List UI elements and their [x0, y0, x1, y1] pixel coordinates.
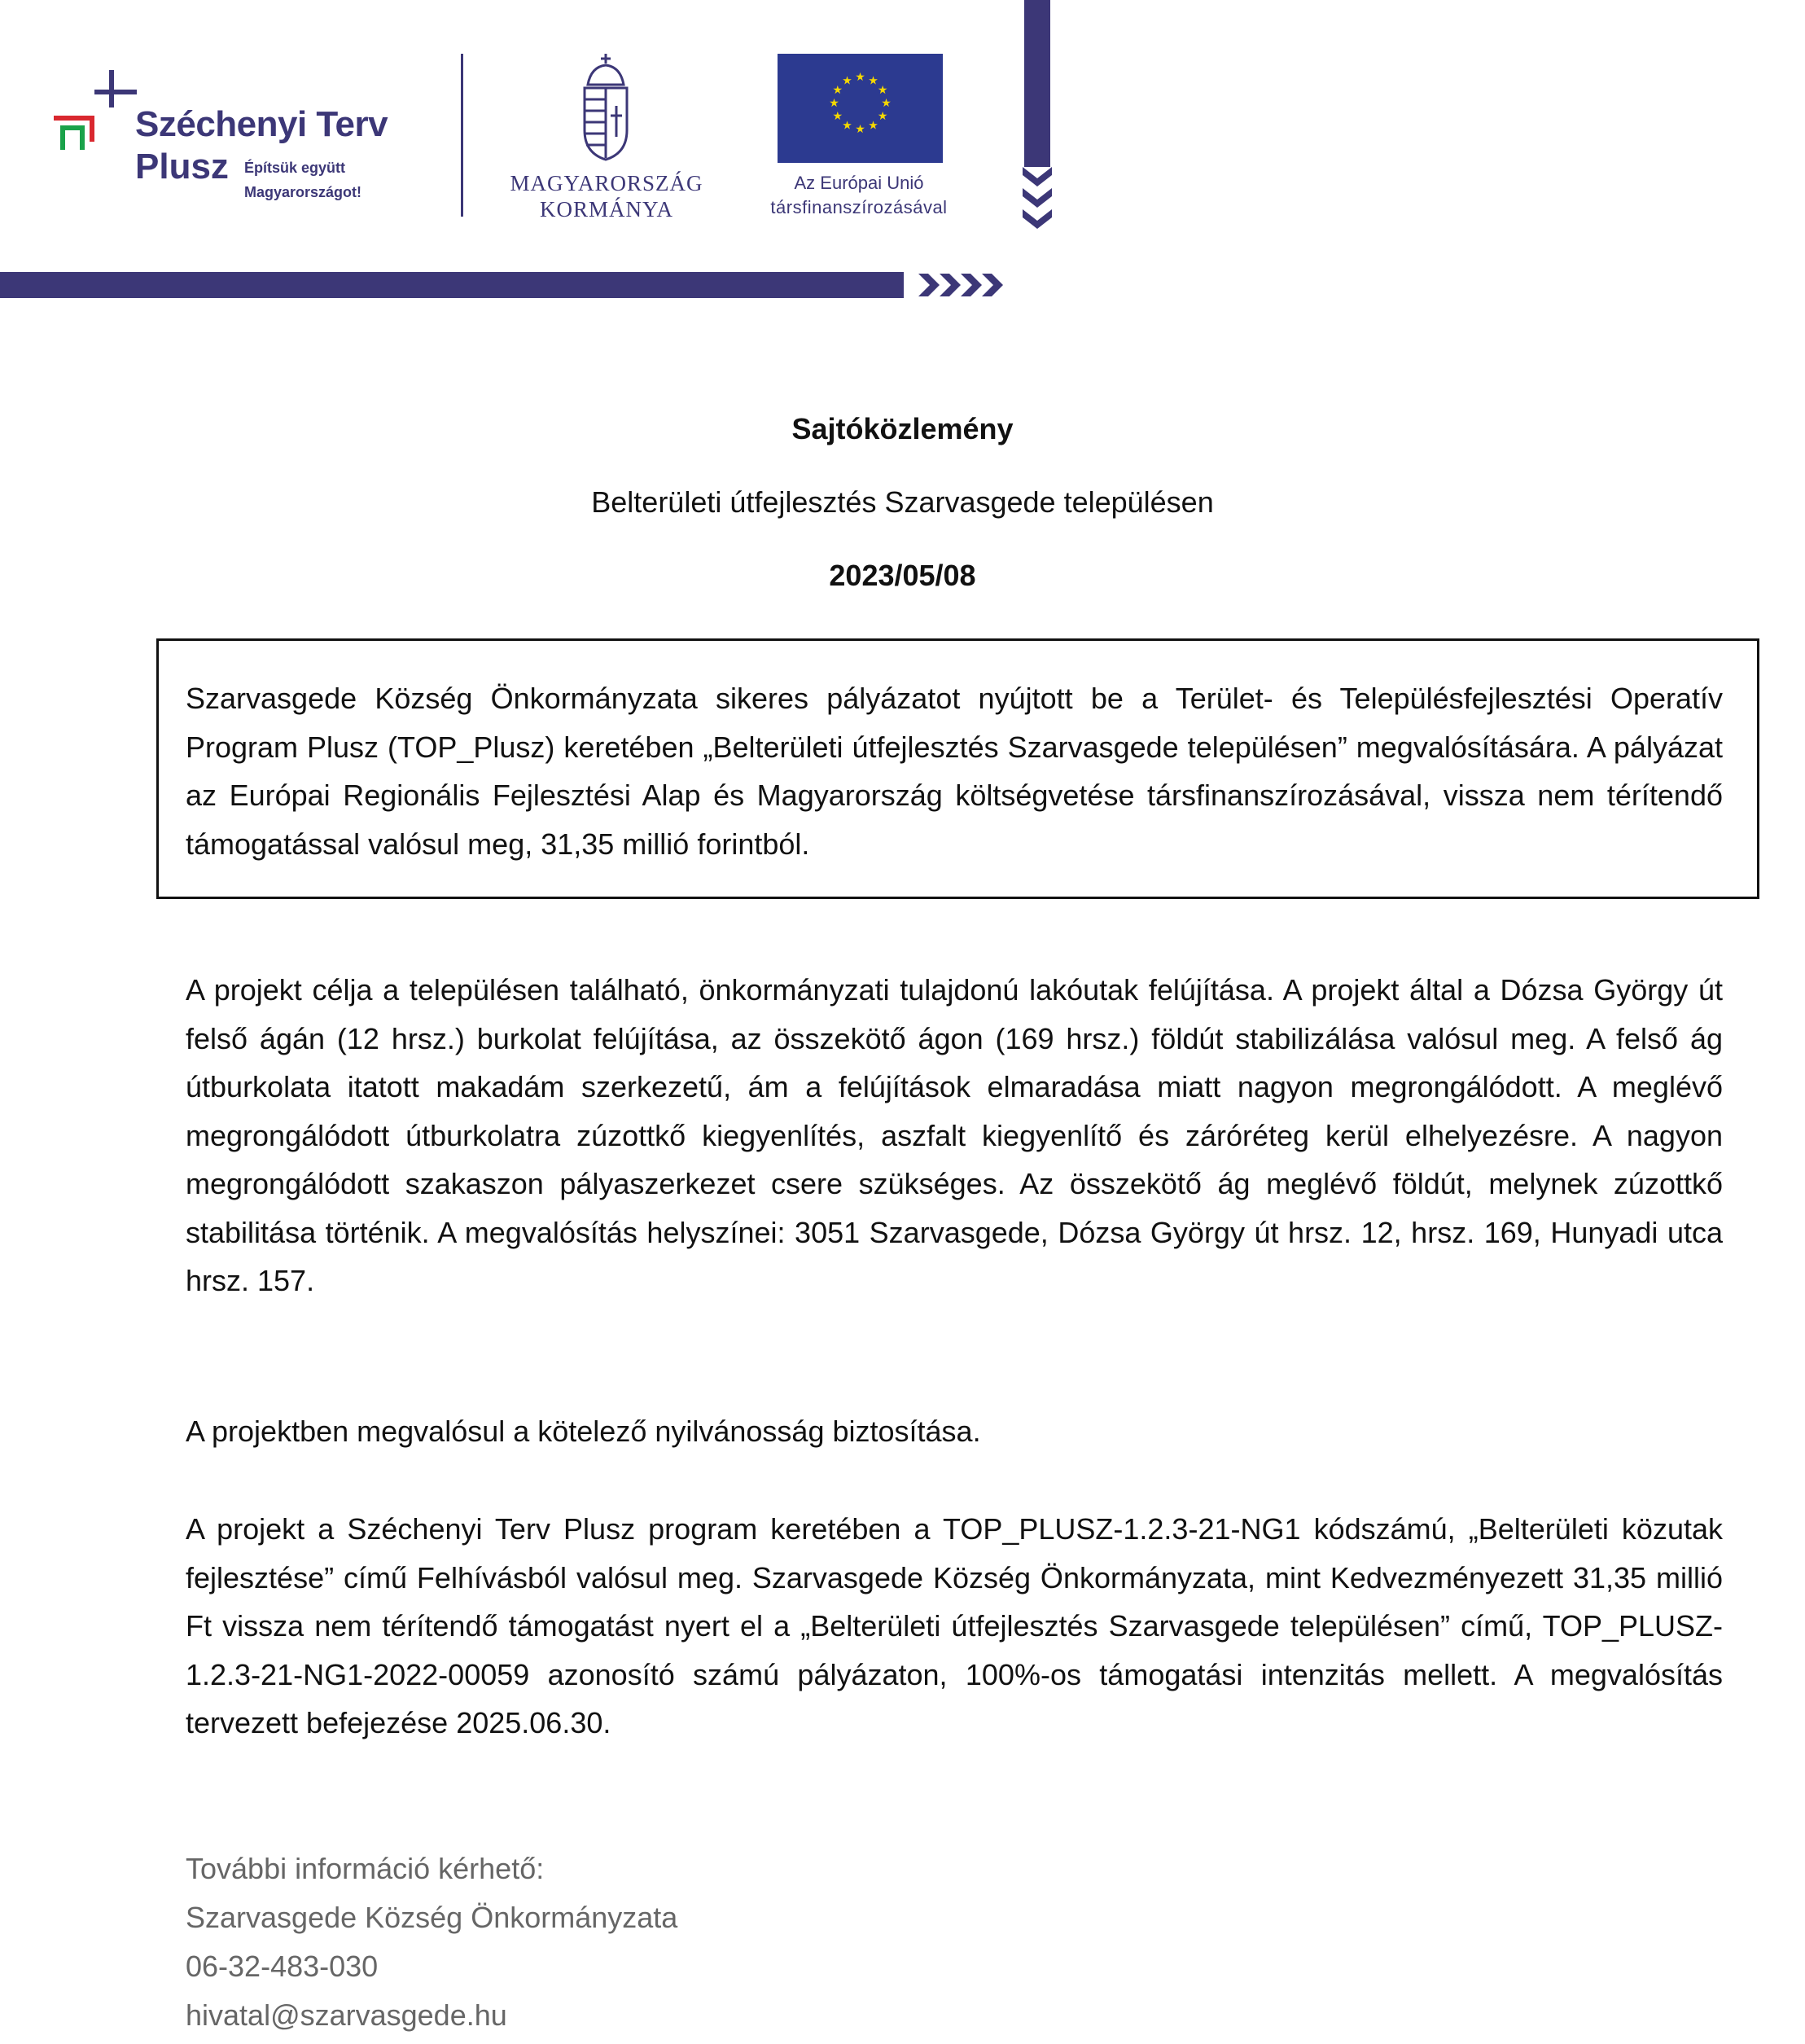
program-logo-tagline: Építsük együtt: [244, 160, 346, 176]
logo-divider: [461, 54, 463, 217]
contact-email: hivatal@szarvasgede.hu: [186, 1998, 507, 2032]
chevron-down-icon: [1019, 167, 1055, 248]
header-banner: [0, 0, 1050, 301]
contact-phone: 06-32-483-030: [186, 1950, 379, 1983]
svg-text:★: ★: [855, 71, 865, 84]
szechenyi-terv-logo-icon: [52, 65, 142, 155]
document-date: 2023/05/08: [829, 559, 976, 592]
svg-text:★: ★: [868, 119, 878, 133]
publicity-paragraph: A projektben megvalósul a kötelező nyilvánosság biztosítása.: [186, 1415, 981, 1448]
header-side-bar: [1024, 0, 1050, 167]
contact-organization: Szarvasgede Község Önkormányzata: [186, 1901, 678, 1934]
document-type-heading: Sajtóközlemény: [791, 412, 1014, 445]
svg-text:★: ★: [881, 97, 892, 110]
eu-logo-line2: társfinanszírozásával: [770, 197, 948, 217]
header-bottom-bar: [0, 272, 904, 298]
chevron-right-icon: [918, 269, 1008, 301]
svg-text:★: ★: [842, 74, 852, 88]
government-logo-line1: MAGYARORSZÁG: [510, 171, 703, 195]
svg-text:★: ★: [842, 119, 852, 133]
hungarian-coat-of-arms-icon: [576, 52, 635, 163]
program-logo-plusz: Plusz: [135, 147, 229, 186]
program-details-paragraph: A projekt a Széchenyi Terv Plusz program keretében a TOP_PLUSZ-1.2.3-21-NG1 kódszámú, „Belterületi közutak fejlesztése” című Felhívásból valósul meg. Szarvasgede Község Önkormányzata, mint Kedvezményezett 31,35 millió Ft vissza nem térítendő támogatást nyert el a „Belterületi útfejlesztés Szarvasgede településen” című, TOP_PLUSZ-1.2.3-21-NG1-2022-00059 azonosító számú pályázaton, 100%-os támogatási intenzitás mellett. A megvalósítás tervezett befejezése 2025.06.30.: [186, 1512, 1723, 1739]
contact-label: További információ kérhető:: [186, 1852, 545, 1885]
svg-text:★: ★: [855, 123, 865, 136]
svg-text:★: ★: [829, 97, 839, 110]
program-logo-tagline-2: Magyarországot!: [244, 184, 362, 200]
svg-text:★: ★: [832, 110, 843, 123]
program-logo-name: Széchenyi Terv: [135, 104, 388, 144]
eu-flag-icon: [778, 54, 943, 163]
eu-logo-line1: Az Európai Unió: [794, 173, 924, 193]
svg-text:★: ★: [877, 84, 888, 97]
svg-text:★: ★: [877, 110, 888, 123]
svg-text:★: ★: [832, 84, 843, 97]
government-logo-line2: KORMÁNYA: [539, 197, 673, 222]
svg-text:★: ★: [868, 74, 878, 88]
summary-paragraph: Szarvasgede Község Önkormányzata sikeres pályázatot nyújtott be a Terület- és Településfejlesztési Operatív Program Plusz (TOP_Plusz) keretében „Belterületi útfejlesztés Szarvasgede településen” megvalósítására. A pályázat az Európai Regionális Fejlesztési Alap és Magyarország költségvetése társfinanszírozásával, vissza nem térítendő támogatással valósul meg, 31,35 millió forintból.: [186, 682, 1723, 861]
document-title: Belterületi útfejlesztés Szarvasgede településen: [591, 485, 1214, 519]
project-goal-paragraph: A projekt célja a településen található, önkormányzati tulajdonú lakóutak felújítása. A projekt által a Dózsa György út felső ágán (12 hrsz.) burkolat felújítása, az összekötő ágon (169 hrsz.) földút stabilizálása valósul meg. A felső ág útburkolata itatott makadám szerkezetű, ám a felújítások elmaradása miatt nagyon megrongálódott. A meglévő megrongálódott útburkolatra zúzottkő kiegyenlítés, aszfalt kiegyenlítő és záróréteg kerül elhelyezésre. A nagyon megrongálódott szakaszon pályaszerkezet csere szükséges. Az összekötő ág meglévő földút, melynek zúzottkő stabilitása történik. A megvalósítás helyszínei: 3051 Szarvasgede, Dózsa György út hrsz. 12, hrsz. 169, Hunyadi utca hrsz. 157.: [186, 973, 1723, 1297]
